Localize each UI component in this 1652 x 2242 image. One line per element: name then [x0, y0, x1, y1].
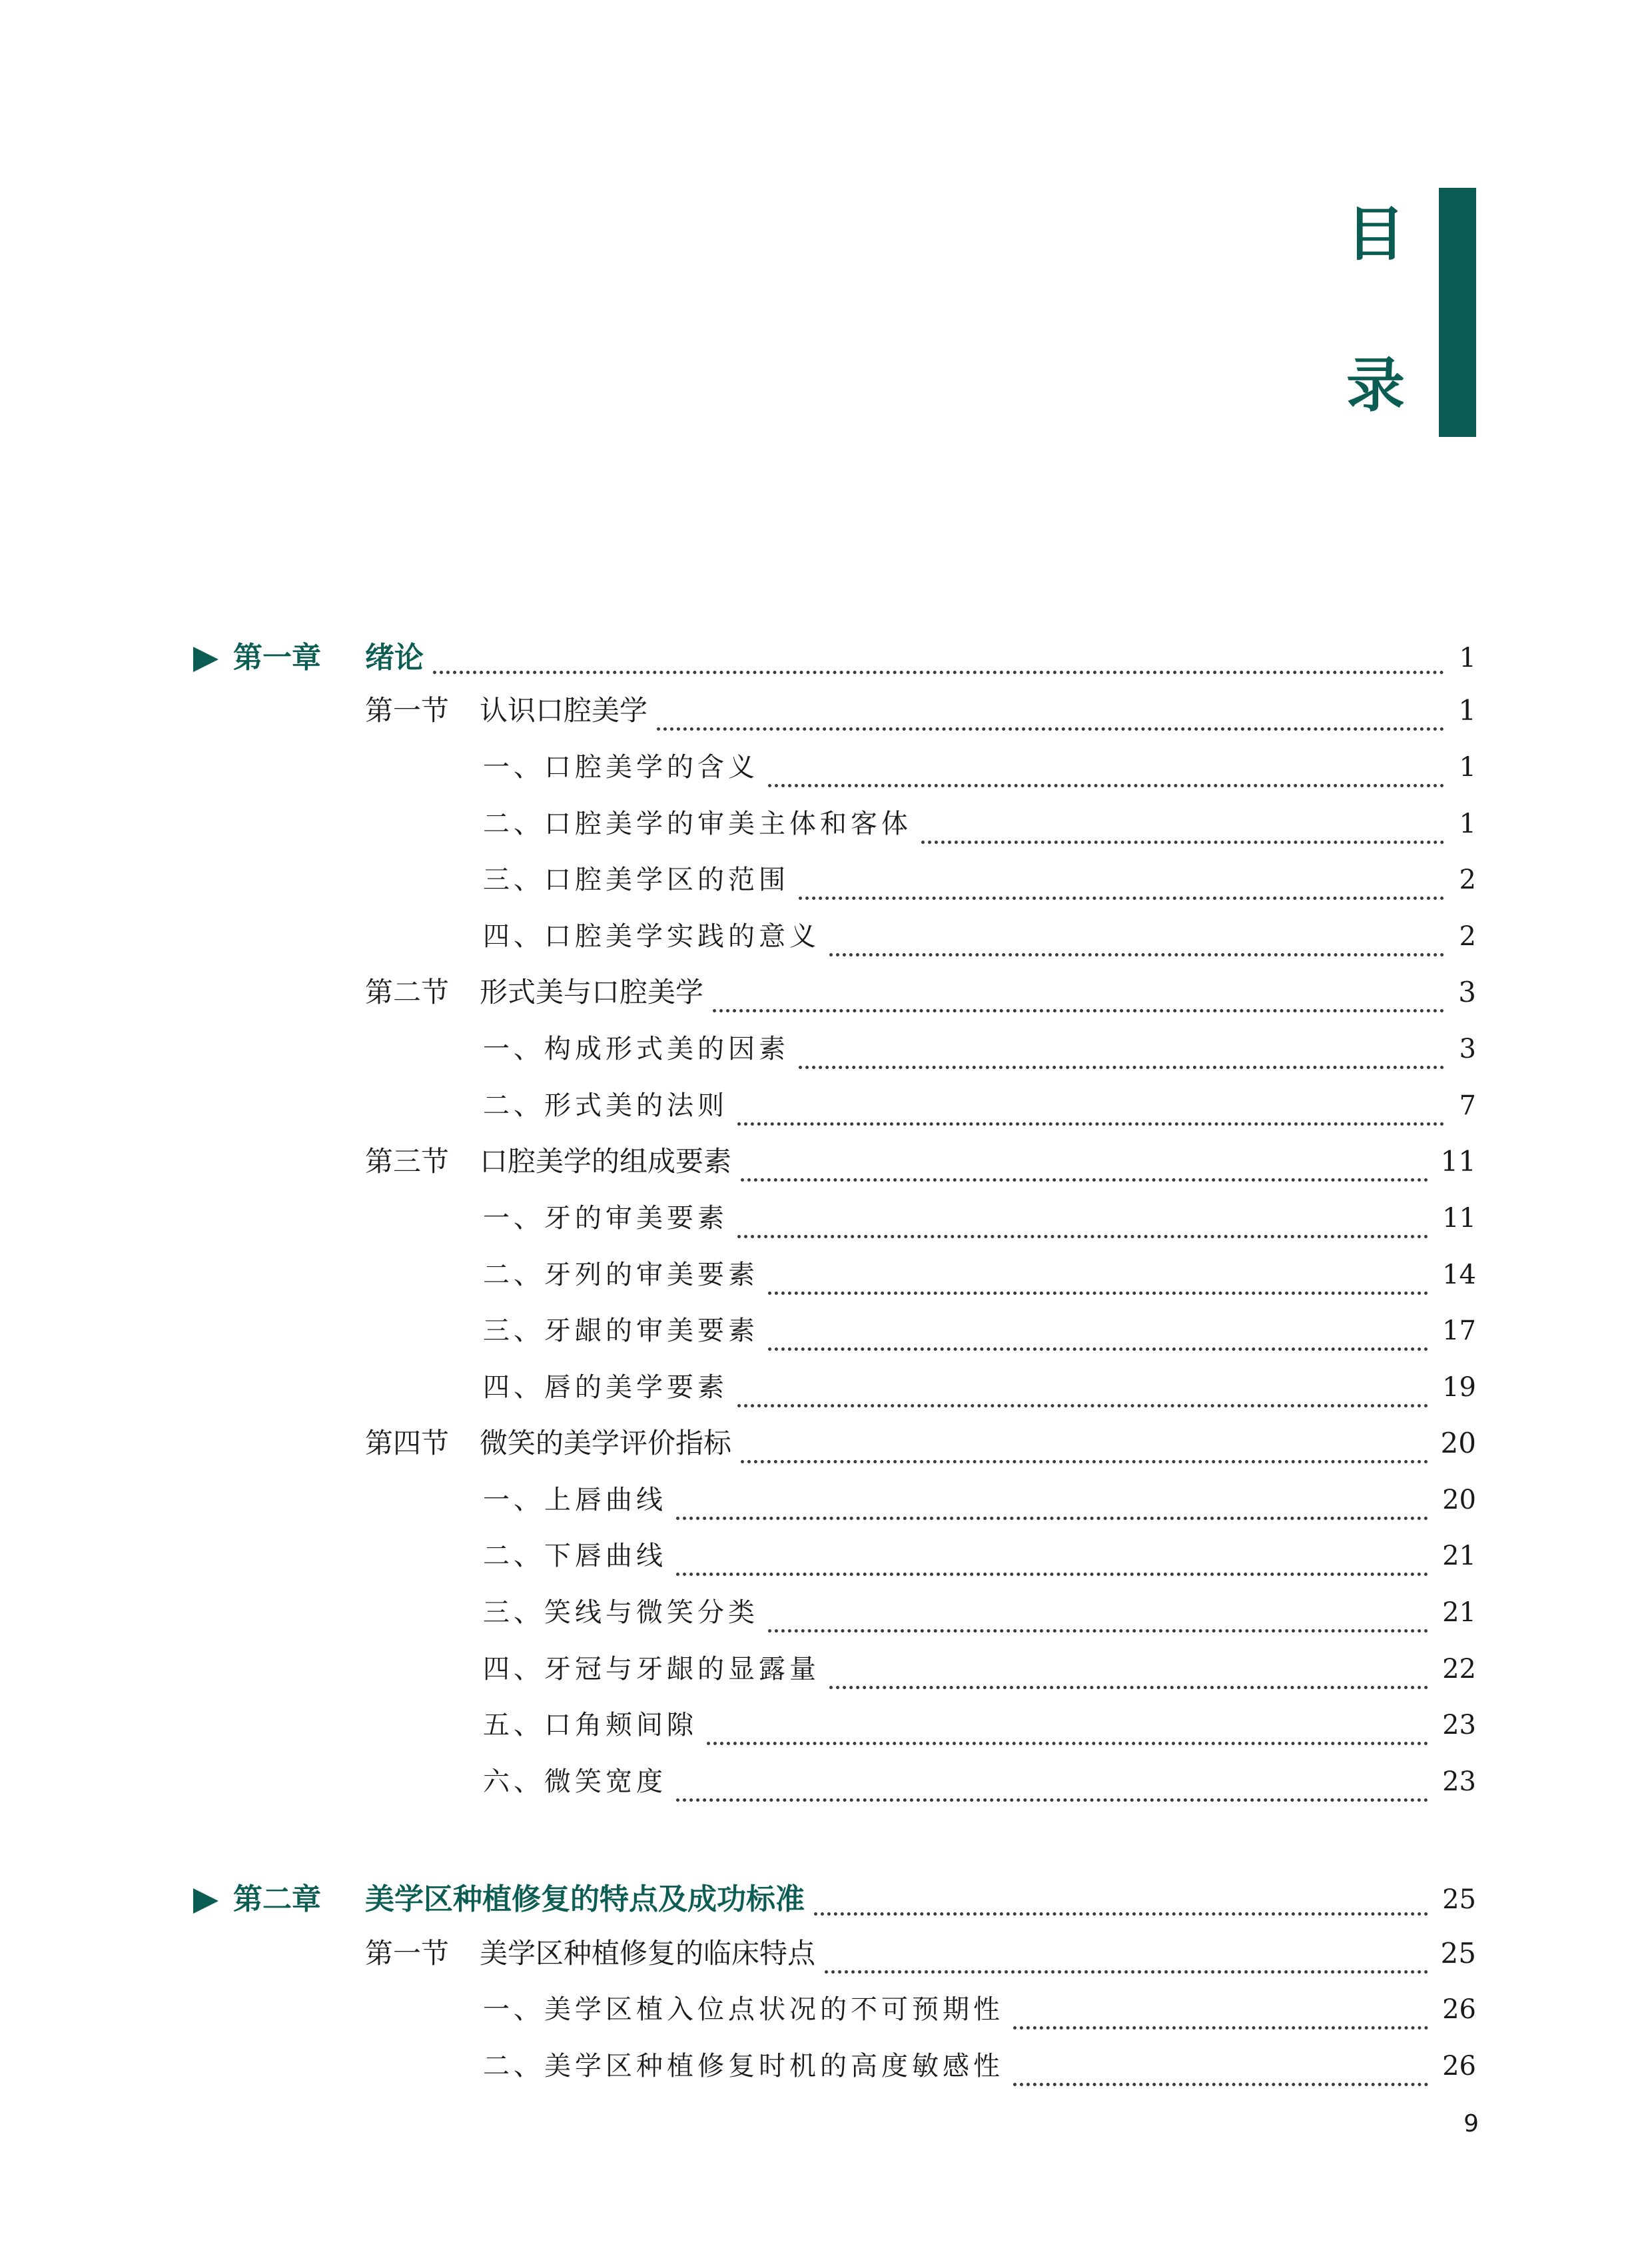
toc-entry-title: 三、笑线与微笑分类 — [483, 1597, 759, 1628]
dot-leader — [737, 1198, 1428, 1238]
toc-page-number: 26 — [1442, 1994, 1476, 2025]
toc-item-row[interactable] — [483, 1762, 1476, 1802]
toc-item-row[interactable] — [483, 917, 1476, 956]
toc-entry-title: 形式美与口腔美学 — [480, 976, 704, 1008]
toc-item-row[interactable] — [483, 1198, 1476, 1238]
toc-entry-title: 四、口腔美学实践的意义 — [483, 921, 820, 952]
dot-leader — [707, 1705, 1428, 1745]
toc-item-row[interactable] — [483, 1086, 1476, 1126]
toc-entry-title: 四、唇的美学要素 — [483, 1372, 728, 1403]
toc-entry-title: 二、口腔美学的审美主体和客体 — [483, 809, 912, 839]
toc-entry-number: 第一节 — [365, 694, 450, 727]
dot-leader — [1013, 1990, 1428, 2030]
toc-page-number: 2 — [1459, 865, 1476, 895]
toc-entry-title: 一、构成形式美的因素 — [483, 1034, 789, 1064]
toc-entry-title: 一、牙的审美要素 — [483, 1203, 728, 1234]
dot-leader — [799, 1029, 1444, 1069]
toc-page-number: 2 — [1459, 921, 1476, 952]
toc-page-number: 20 — [1440, 1427, 1476, 1459]
toc-entry-number: 第四节 — [365, 1427, 450, 1459]
toc-entry-title: 四、牙冠与牙龈的显露量 — [483, 1654, 820, 1684]
toc-page-number: 25 — [1440, 1937, 1476, 1970]
toc-item-row[interactable] — [483, 1593, 1476, 1633]
toc-entry-title: 二、下唇曲线 — [483, 1541, 667, 1571]
toc-entry-number: 第一章 — [233, 641, 321, 675]
toc-entry-title: 口腔美学的组成要素 — [480, 1145, 732, 1178]
toc-entry-title: 三、牙龈的审美要素 — [483, 1315, 759, 1346]
dot-leader — [1013, 2046, 1428, 2086]
dot-leader — [676, 1762, 1428, 1802]
toc-entry-title: 美学区种植修复的特点及成功标准 — [365, 1882, 805, 1916]
page-number: 9 — [1463, 2110, 1479, 2137]
dot-leader — [825, 1934, 1428, 1974]
toc-item-row[interactable] — [483, 1649, 1476, 1689]
dot-leader — [768, 1255, 1428, 1295]
toc-entry-title: 绪论 — [365, 641, 424, 675]
toc-page-number: 20 — [1442, 1485, 1476, 1515]
toc-section-row[interactable] — [365, 1423, 1476, 1463]
toc-page-number: 14 — [1442, 1260, 1476, 1290]
toc-page-number: 1 — [1459, 809, 1476, 839]
toc-chapter-row[interactable] — [193, 1880, 1476, 1920]
dot-leader — [676, 1536, 1428, 1576]
dot-leader — [741, 1142, 1428, 1182]
toc-item-row[interactable] — [483, 2046, 1476, 2086]
toc-entry-title: 一、美学区植入位点状况的不可预期性 — [483, 1994, 1004, 2025]
toc-page-number: 21 — [1442, 1597, 1476, 1628]
toc-section-row[interactable] — [365, 1934, 1476, 1974]
toc-entry-title: 微笑的美学评价指标 — [480, 1427, 732, 1459]
dot-leader — [799, 860, 1444, 900]
toc-page-number: 1 — [1459, 643, 1476, 673]
toc-entry-title: 三、口腔美学区的范围 — [483, 865, 789, 895]
toc-page-number: 11 — [1442, 1203, 1476, 1234]
toc-item-row[interactable] — [483, 1480, 1476, 1520]
dot-leader — [737, 1367, 1428, 1407]
toc-entry-title: 认识口腔美学 — [480, 694, 648, 727]
toc-page-number: 1 — [1458, 694, 1476, 727]
toc-entry-title: 六、微笑宽度 — [483, 1766, 667, 1797]
title-char-1: 目 — [1346, 200, 1405, 268]
toc-page-number: 23 — [1442, 1710, 1476, 1740]
toc-page-number: 7 — [1459, 1090, 1476, 1121]
toc-item-row[interactable] — [483, 1536, 1476, 1576]
dot-leader — [433, 638, 1444, 674]
triangle-right-icon — [193, 1888, 218, 1914]
toc-entry-number: 第三节 — [365, 1145, 450, 1178]
triangle-right-icon — [193, 647, 218, 672]
toc-page-number: 19 — [1442, 1372, 1476, 1403]
dot-leader — [921, 804, 1444, 844]
toc-entry-title: 二、形式美的法则 — [483, 1090, 728, 1121]
toc-item-row[interactable] — [483, 1367, 1476, 1407]
toc-section-row[interactable] — [365, 972, 1476, 1012]
toc-chapter-row[interactable] — [193, 638, 1476, 678]
toc-entry-title: 五、口角颊间隙 — [483, 1710, 697, 1740]
toc-item-row[interactable] — [483, 1990, 1476, 2030]
toc-page-number: 26 — [1442, 2051, 1476, 2081]
dot-leader — [741, 1423, 1428, 1463]
toc-entry-number: 第一节 — [365, 1937, 450, 1970]
toc-entry-number: 第二章 — [233, 1882, 321, 1916]
toc-page-number: 21 — [1442, 1541, 1476, 1571]
toc-page-number: 22 — [1442, 1654, 1476, 1684]
toc-entry-title: 一、口腔美学的含义 — [483, 752, 759, 783]
toc-item-row[interactable] — [483, 804, 1476, 844]
toc-page-number: 17 — [1442, 1315, 1476, 1346]
toc-entry-number: 第二节 — [365, 976, 450, 1008]
toc-item-row[interactable] — [483, 747, 1476, 787]
dot-leader — [829, 917, 1444, 956]
toc-item-row[interactable] — [483, 1029, 1476, 1069]
dot-leader — [829, 1649, 1428, 1689]
dot-leader — [768, 1311, 1428, 1351]
dot-leader — [768, 747, 1444, 787]
dot-leader — [814, 1880, 1428, 1916]
title-char-2: 录 — [1346, 351, 1405, 420]
toc-entry-title: 一、上唇曲线 — [483, 1485, 667, 1515]
dot-leader — [737, 1086, 1444, 1126]
dot-leader — [657, 691, 1444, 731]
toc-entry-title: 美学区种植修复的临床特点 — [480, 1937, 816, 1970]
toc-section-row[interactable] — [365, 1142, 1476, 1182]
toc-page-number: 23 — [1442, 1766, 1476, 1797]
toc-item-row[interactable] — [483, 1255, 1476, 1295]
toc-item-row[interactable] — [483, 1311, 1476, 1351]
toc-section-row[interactable] — [365, 691, 1476, 731]
toc-page-number: 25 — [1442, 1884, 1476, 1915]
dot-leader — [768, 1593, 1428, 1633]
toc-page-number: 3 — [1459, 1034, 1476, 1064]
toc-item-row[interactable] — [483, 860, 1476, 900]
toc-item-row[interactable] — [483, 1705, 1476, 1745]
toc-page-number: 11 — [1440, 1145, 1476, 1178]
toc-page-number: 1 — [1459, 752, 1476, 783]
dot-leader — [676, 1480, 1428, 1520]
toc-page-number: 3 — [1458, 976, 1476, 1008]
toc-entry-title: 二、牙列的审美要素 — [483, 1260, 759, 1290]
dot-leader — [713, 972, 1444, 1012]
toc-entry-title: 二、美学区种植修复时机的高度敏感性 — [483, 2051, 1004, 2081]
